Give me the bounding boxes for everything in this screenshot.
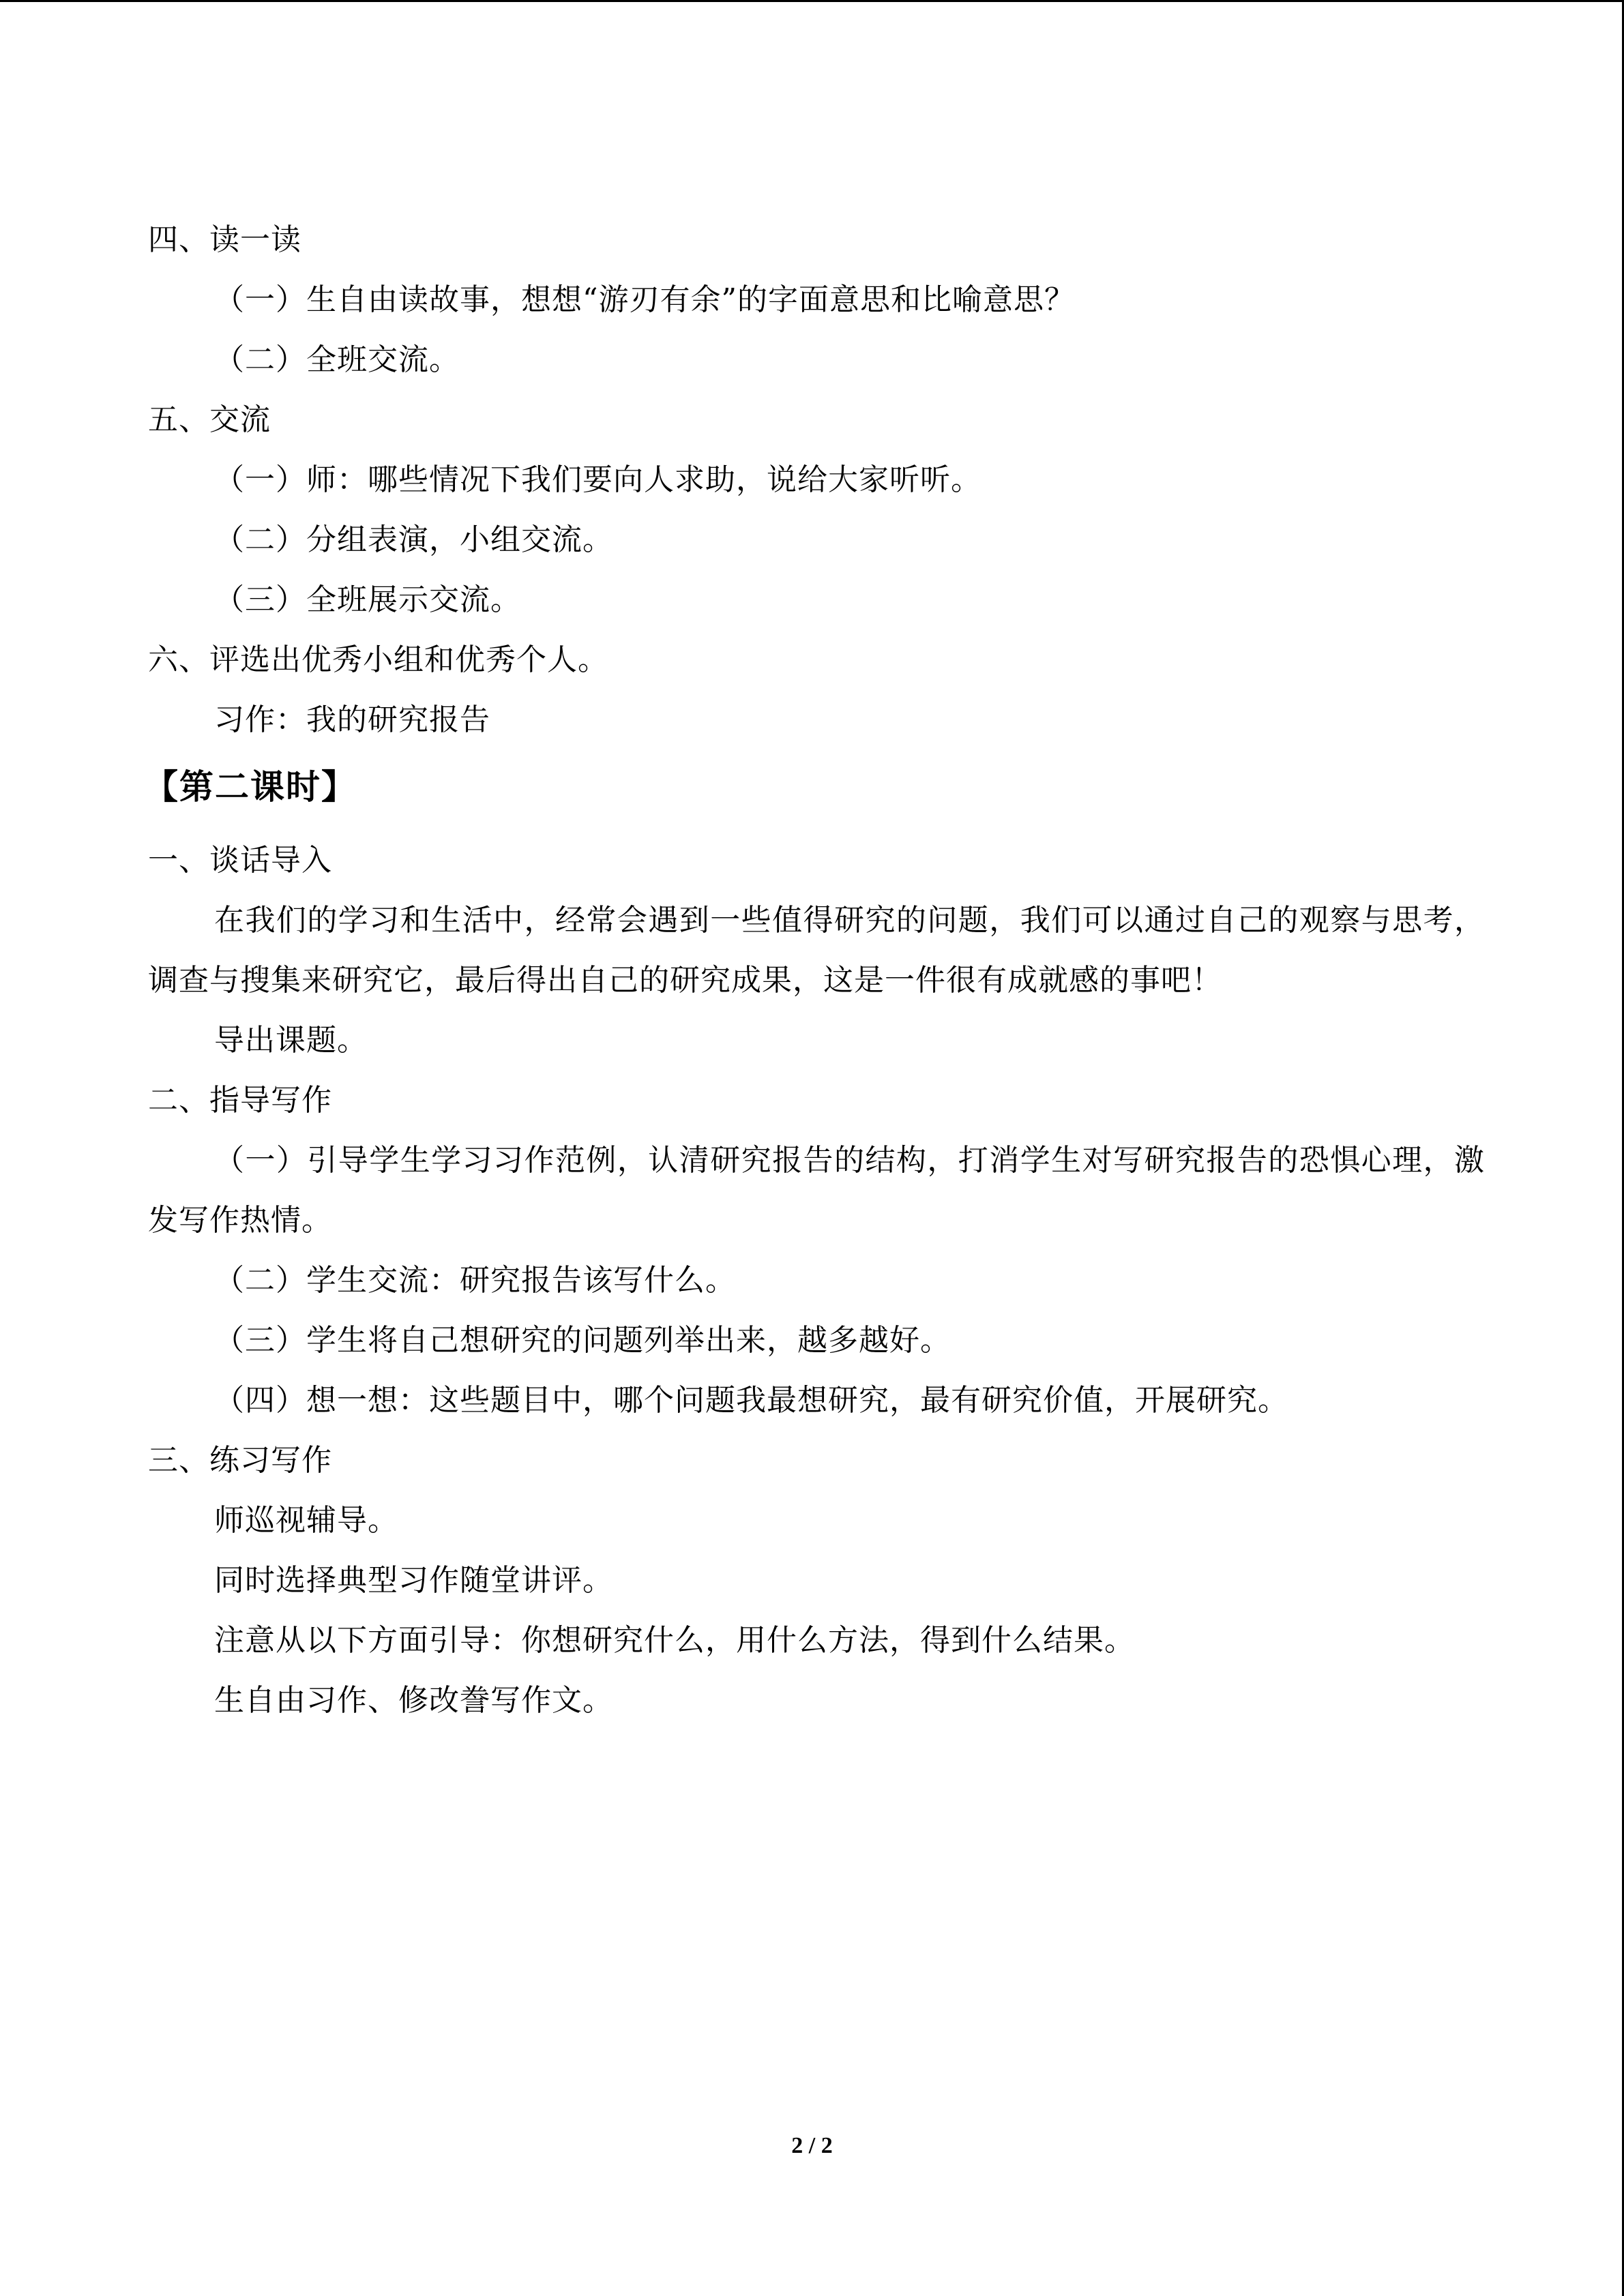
list-item: （二）分组表演，小组交流。 — [214, 522, 613, 557]
page-number: 2 / 2 — [791, 2133, 833, 2158]
list-item: 师巡视辅导。 — [214, 1503, 398, 1538]
list-item: 注意从以下方面引导：你想研究什么，用什么方法，得到什么结果。 — [214, 1623, 1135, 1658]
section-heading-intro: 一、谈话导入 — [148, 843, 332, 878]
document-body — [144, 210, 1485, 1731]
list-item: （四）想一想：这些题目中，哪个问题我最想研究，最有研究价值，开展研究。 — [214, 1383, 1288, 1418]
list-item: （二）学生交流：研究报告该写什么。 — [214, 1263, 736, 1298]
list-item: 同时选择典型习作随堂讲评。 — [214, 1563, 613, 1598]
list-item: （二）全班交流。 — [214, 342, 460, 377]
list-item: （三）学生将自己想研究的问题列举出来，越多越好。 — [214, 1323, 951, 1358]
lesson-heading: 【第二课时】 — [144, 767, 357, 807]
section-heading-exchange: 五、交流 — [148, 402, 271, 437]
list-item: 生自由习作、修改誊写作文。 — [214, 1683, 613, 1718]
paragraph: （一）引导学生学习习作范例，认清研究报告的结构，打消学生对写研究报告的恐惧心理，激发写作热情。 — [148, 1143, 1485, 1238]
list-item: 导出课题。 — [214, 1023, 368, 1058]
section-heading-read: 四、读一读 — [148, 222, 301, 257]
section-heading-guide: 二、指导写作 — [148, 1083, 332, 1118]
section-heading-select: 六、评选出优秀小组和优秀个人。 — [148, 642, 608, 677]
list-item: （三）全班展示交流。 — [214, 582, 521, 617]
paragraph: 在我们的学习和生活中，经常会遇到一些值得研究的问题，我们可以通过自己的观察与思考，调查与搜集来研究它，最后得出自己的研究成果，这是一件很有成就感的事吧！ — [148, 903, 1485, 998]
list-item: （一）生自由读故事，想想“游刃有余”的字面意思和比喻意思？ — [214, 282, 1075, 317]
topic-line: 习作：我的研究报告 — [214, 702, 490, 737]
list-item: （一）师：哪些情况下我们要向人求助，说给大家听听。 — [214, 462, 981, 497]
section-heading-practice: 三、练习写作 — [148, 1443, 332, 1478]
